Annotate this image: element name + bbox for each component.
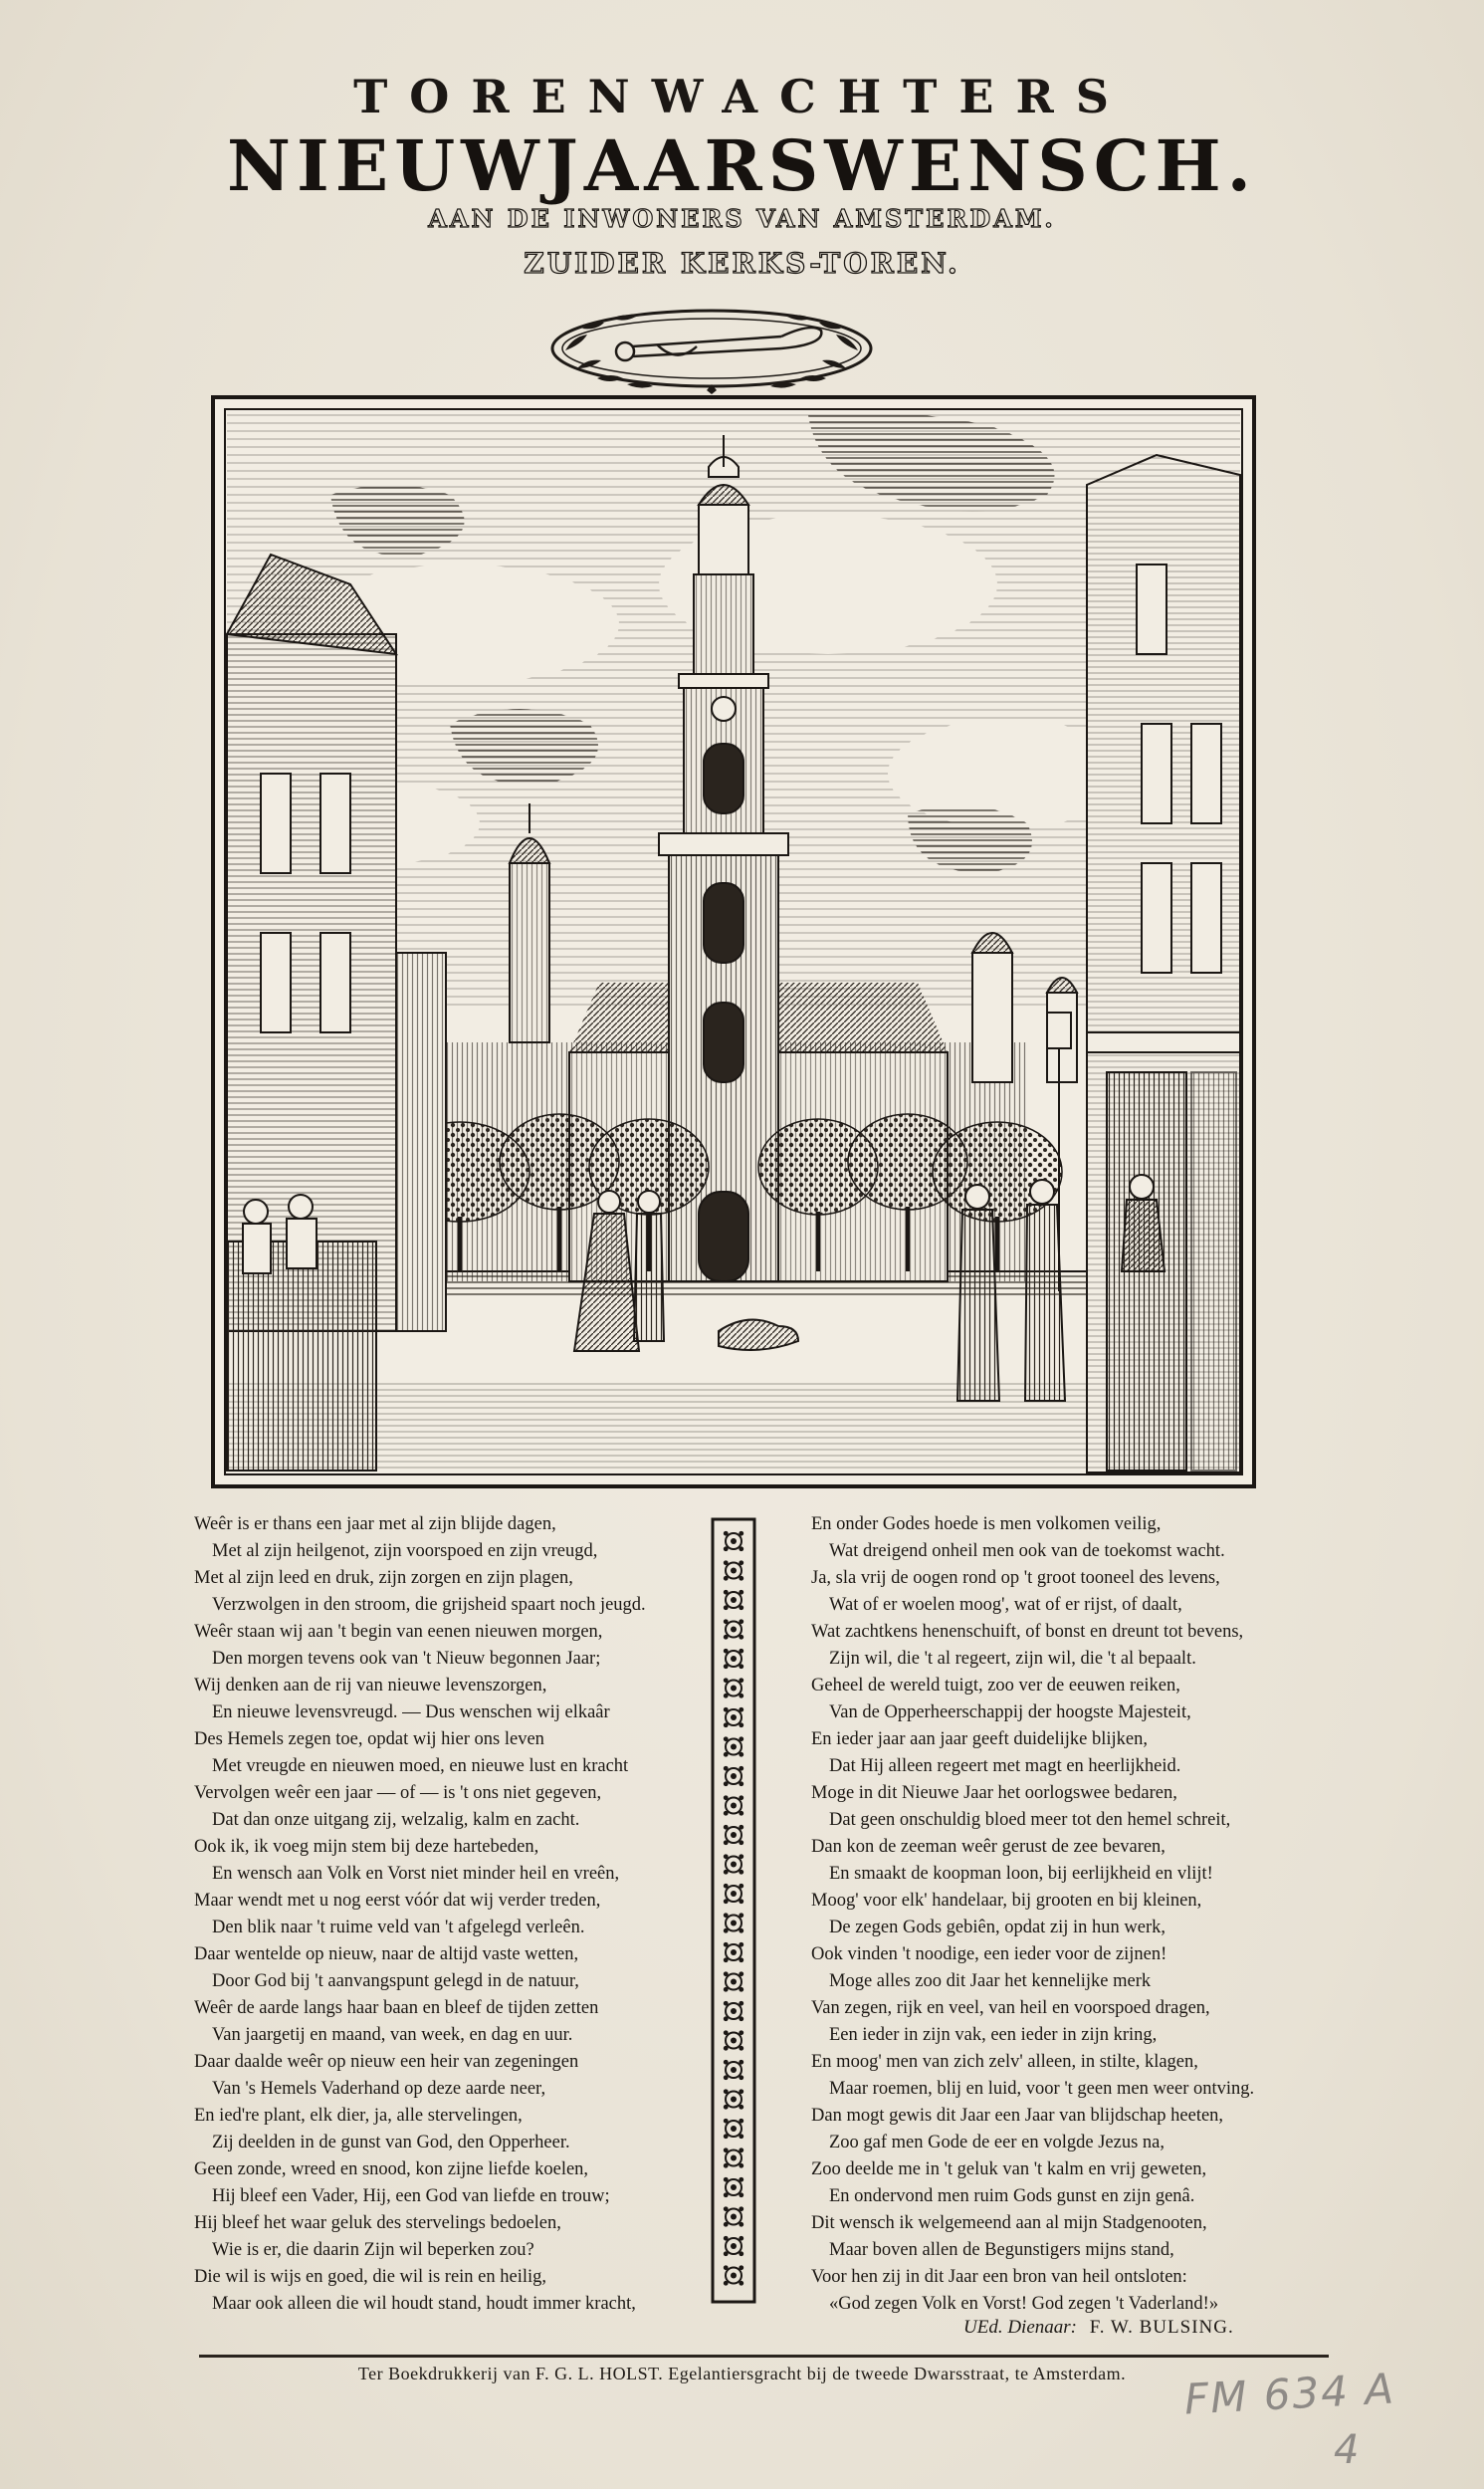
poem-line: Moog' voor elk' handelaar, bij grooten en bij kleinen, bbox=[811, 1891, 1202, 1911]
ornamental-divider-icon bbox=[711, 1517, 756, 2304]
subtitle-line-1: AAN DE INWONERS VAN AMSTERDAM. bbox=[428, 204, 1056, 233]
poem-line: De zegen Gods gebiên, opdat zij in hun werk, bbox=[829, 1918, 1166, 1937]
poem-line: Verzwolgen in den stroom, die grijsheid spaart noch jeugd. bbox=[212, 1595, 646, 1615]
poem-line: Weêr staan wij aan 't begin van eenen nieuwen morgen, bbox=[194, 1622, 603, 1642]
poem-line: Van de Opperheerschappij der hoogste Majesteit, bbox=[829, 1702, 1191, 1722]
poem-line: En ied're plant, elk dier, ja, alle stervelingen, bbox=[194, 2106, 523, 2126]
poem-line: Maar boven allen de Begunstigers mijns stand, bbox=[829, 2240, 1174, 2260]
poem-line: Daar daalde weêr op nieuw een heir van zegeningen bbox=[194, 2052, 579, 2072]
pencil-catalogue-number: FM 634 A bbox=[1182, 2364, 1397, 2424]
poem-line: Ja, sla vrij de oogen rond op 't groot tooneel des levens, bbox=[811, 1568, 1220, 1588]
poem-line: Weêr de aarde langs haar baan en bleef de tijden zetten bbox=[194, 1998, 599, 2018]
poem-line: Wat dreigend onheil men ook van de toekomst wacht. bbox=[829, 1541, 1225, 1561]
poem-line: Hij bleef het waar geluk des stervelings bedoelen, bbox=[194, 2213, 561, 2233]
poem-line: Geheel de wereld tuigt, zoo ver de eeuwen reiken, bbox=[811, 1676, 1180, 1696]
poem-line: Voor hen zij in dit Jaar een bron van heil ontsloten: bbox=[811, 2267, 1187, 2287]
poem-line: Dit wensch ik welgemeend aan al mijn Stadgenooten, bbox=[811, 2213, 1207, 2233]
poem-line: En nieuwe levensvreugd. — Dus wenschen wij elkaâr bbox=[212, 1702, 610, 1722]
poem-line: Den morgen tevens ook van 't Nieuw begonnen Jaar; bbox=[212, 1649, 601, 1669]
printer-imprint: Ter Boekdrukkerij van F. G. L. HOLST. Egelantiersgracht bij de tweede Dwarsstraat, te Amsterdam. bbox=[357, 2364, 1127, 2383]
poem-line: Wat zachtkens henenschuift, of bonst en dreunt tot bevens, bbox=[811, 1622, 1244, 1642]
zuiderkerk-tower-engraving bbox=[211, 395, 1256, 1488]
poem-line: Dat dan onze uitgang zij, welzalig, kalm en zacht. bbox=[212, 1810, 580, 1830]
poem-line: Met al zijn heilgenot, zijn voorspoed en zijn vreugd, bbox=[212, 1541, 598, 1561]
poem-line: Dat geen onschuldig bloed meer tot den hemel schreit, bbox=[829, 1810, 1231, 1830]
poem-line: Des Hemels zegen toe, opdat wij hier ons leven bbox=[194, 1729, 544, 1749]
signature-name: F. W. BULSING. bbox=[1089, 2317, 1234, 2338]
signature bbox=[963, 2317, 1234, 2339]
poem-line: Daar wentelde op nieuw, naar de altijd vaste wetten, bbox=[194, 1944, 579, 1964]
poem-line: En wensch aan Volk en Vorst niet minder heil en vreên, bbox=[212, 1864, 620, 1884]
poem-line: Zij deelden in de gunst van God, den Opperheer. bbox=[212, 2133, 570, 2152]
poem-line: Met al zijn leed en druk, zijn zorgen en zijn plagen, bbox=[194, 1568, 573, 1588]
poem-line: Ook vinden 't noodige, een ieder voor de zijnen! bbox=[811, 1944, 1167, 1964]
poem-line: Dan mogt gewis dit Jaar een Jaar van blijdschap heeten, bbox=[811, 2106, 1224, 2126]
poem-line: En onder Godes hoede is men volkomen veilig, bbox=[811, 1514, 1162, 1534]
poem-line: Dat Hij alleen regeert met magt en heerlijkheid. bbox=[829, 1756, 1181, 1776]
poem-line: Die wil is wijs en goed, die wil is rein en heilig, bbox=[194, 2267, 547, 2287]
poem-line: Door God bij 't aanvangspunt gelegd in de natuur, bbox=[212, 1971, 579, 1991]
poem-line: Van jaargetij en maand, van week, en dag en uur. bbox=[212, 2025, 573, 2045]
poem-line: En ondervond men ruim Gods gunst en zijn genâ. bbox=[829, 2186, 1195, 2206]
poem-line: Zoo deelde me in 't geluk van 't kalm en vrij geweten, bbox=[811, 2159, 1207, 2179]
poem-line: Vervolgen weêr een jaar — of — is 't ons niet gegeven, bbox=[194, 1783, 602, 1803]
poem-line: Een ieder in zijn vak, een ieder in zijn kring, bbox=[829, 2025, 1158, 2045]
poem-line: Hij bleef een Vader, Hij, een God van liefde en trouw; bbox=[212, 2186, 610, 2206]
poem-right-column bbox=[811, 1511, 1329, 2318]
title-line-1: TORENWACHTERS bbox=[353, 70, 1131, 123]
horn-in-wreath-icon bbox=[537, 299, 886, 398]
footer-rule bbox=[199, 2355, 1329, 2358]
poem-line: En moog' men van zich zelv' alleen, in stilte, klagen, bbox=[811, 2052, 1198, 2072]
poem-line: Moge alles zoo dit Jaar het kennelijke merk bbox=[829, 1971, 1152, 1991]
poem-line: Zijn wil, die 't al regeert, zijn wil, die 't al bepaalt. bbox=[829, 1649, 1196, 1669]
poem-line: Wie is er, die daarin Zijn wil beperken zou? bbox=[212, 2240, 534, 2260]
pencil-mark: 4 bbox=[1334, 2427, 1360, 2473]
poem-line: Zoo gaf men Gode de eer en volgde Jezus na, bbox=[829, 2133, 1165, 2152]
poem-line: En smaakt de koopman loon, bij eerlijkheid en vlijt! bbox=[829, 1864, 1213, 1884]
poem-line: Den blik naar 't ruime veld van 't afgelegd verleên. bbox=[212, 1918, 585, 1937]
poem-left-column bbox=[194, 1511, 692, 2318]
poem-line: Weêr is er thans een jaar met al zijn blijde dagen, bbox=[194, 1514, 556, 1534]
subtitle-line-2: ZUIDER KERKS-TOREN. bbox=[524, 247, 960, 280]
poem-line: Maar ook alleen die wil houdt stand, houdt immer kracht, bbox=[212, 2294, 636, 2314]
poem-line: Geen zonde, wreed en snood, kon zijne liefde koelen, bbox=[194, 2159, 589, 2179]
poem-line: Wij denken aan de rij van nieuwe levenszorgen, bbox=[194, 1676, 547, 1696]
poem-line: Maar wendt met u nog eerst vóór dat wij verder treden, bbox=[194, 1891, 601, 1911]
poem-line: En ieder jaar aan jaar geeft duidelijke blijken, bbox=[811, 1729, 1148, 1749]
poem-line: Van zegen, rijk en veel, van heil en voorspoed dragen, bbox=[811, 1998, 1210, 2018]
poem-line: Dan kon de zeeman weêr gerust de zee bevaren, bbox=[811, 1837, 1166, 1857]
poem-line: Van 's Hemels Vaderhand op deze aarde neer, bbox=[212, 2079, 546, 2099]
poem-line: «God zegen Volk en Vorst! God zegen 't Vaderland!» bbox=[829, 2294, 1219, 2314]
poem-line: Maar roemen, blij en luid, voor 't geen men weer ontving. bbox=[829, 2079, 1255, 2099]
poem-line: Met vreugde en nieuwen moed, en nieuwe lust en kracht bbox=[212, 1756, 629, 1776]
title-line-2: NIEUWJAARSWENSCH. bbox=[227, 124, 1257, 207]
poem-line: Wat of er woelen moog', wat of er rijst, of daalt, bbox=[829, 1595, 1182, 1615]
poem-line: Ook ik, ik voeg mijn stem bij deze hartebeden, bbox=[194, 1837, 539, 1857]
poem-line: Moge in dit Nieuwe Jaar het oorlogswee bedaren, bbox=[811, 1783, 1177, 1803]
signature-label: UEd. Dienaar: bbox=[963, 2317, 1077, 2338]
